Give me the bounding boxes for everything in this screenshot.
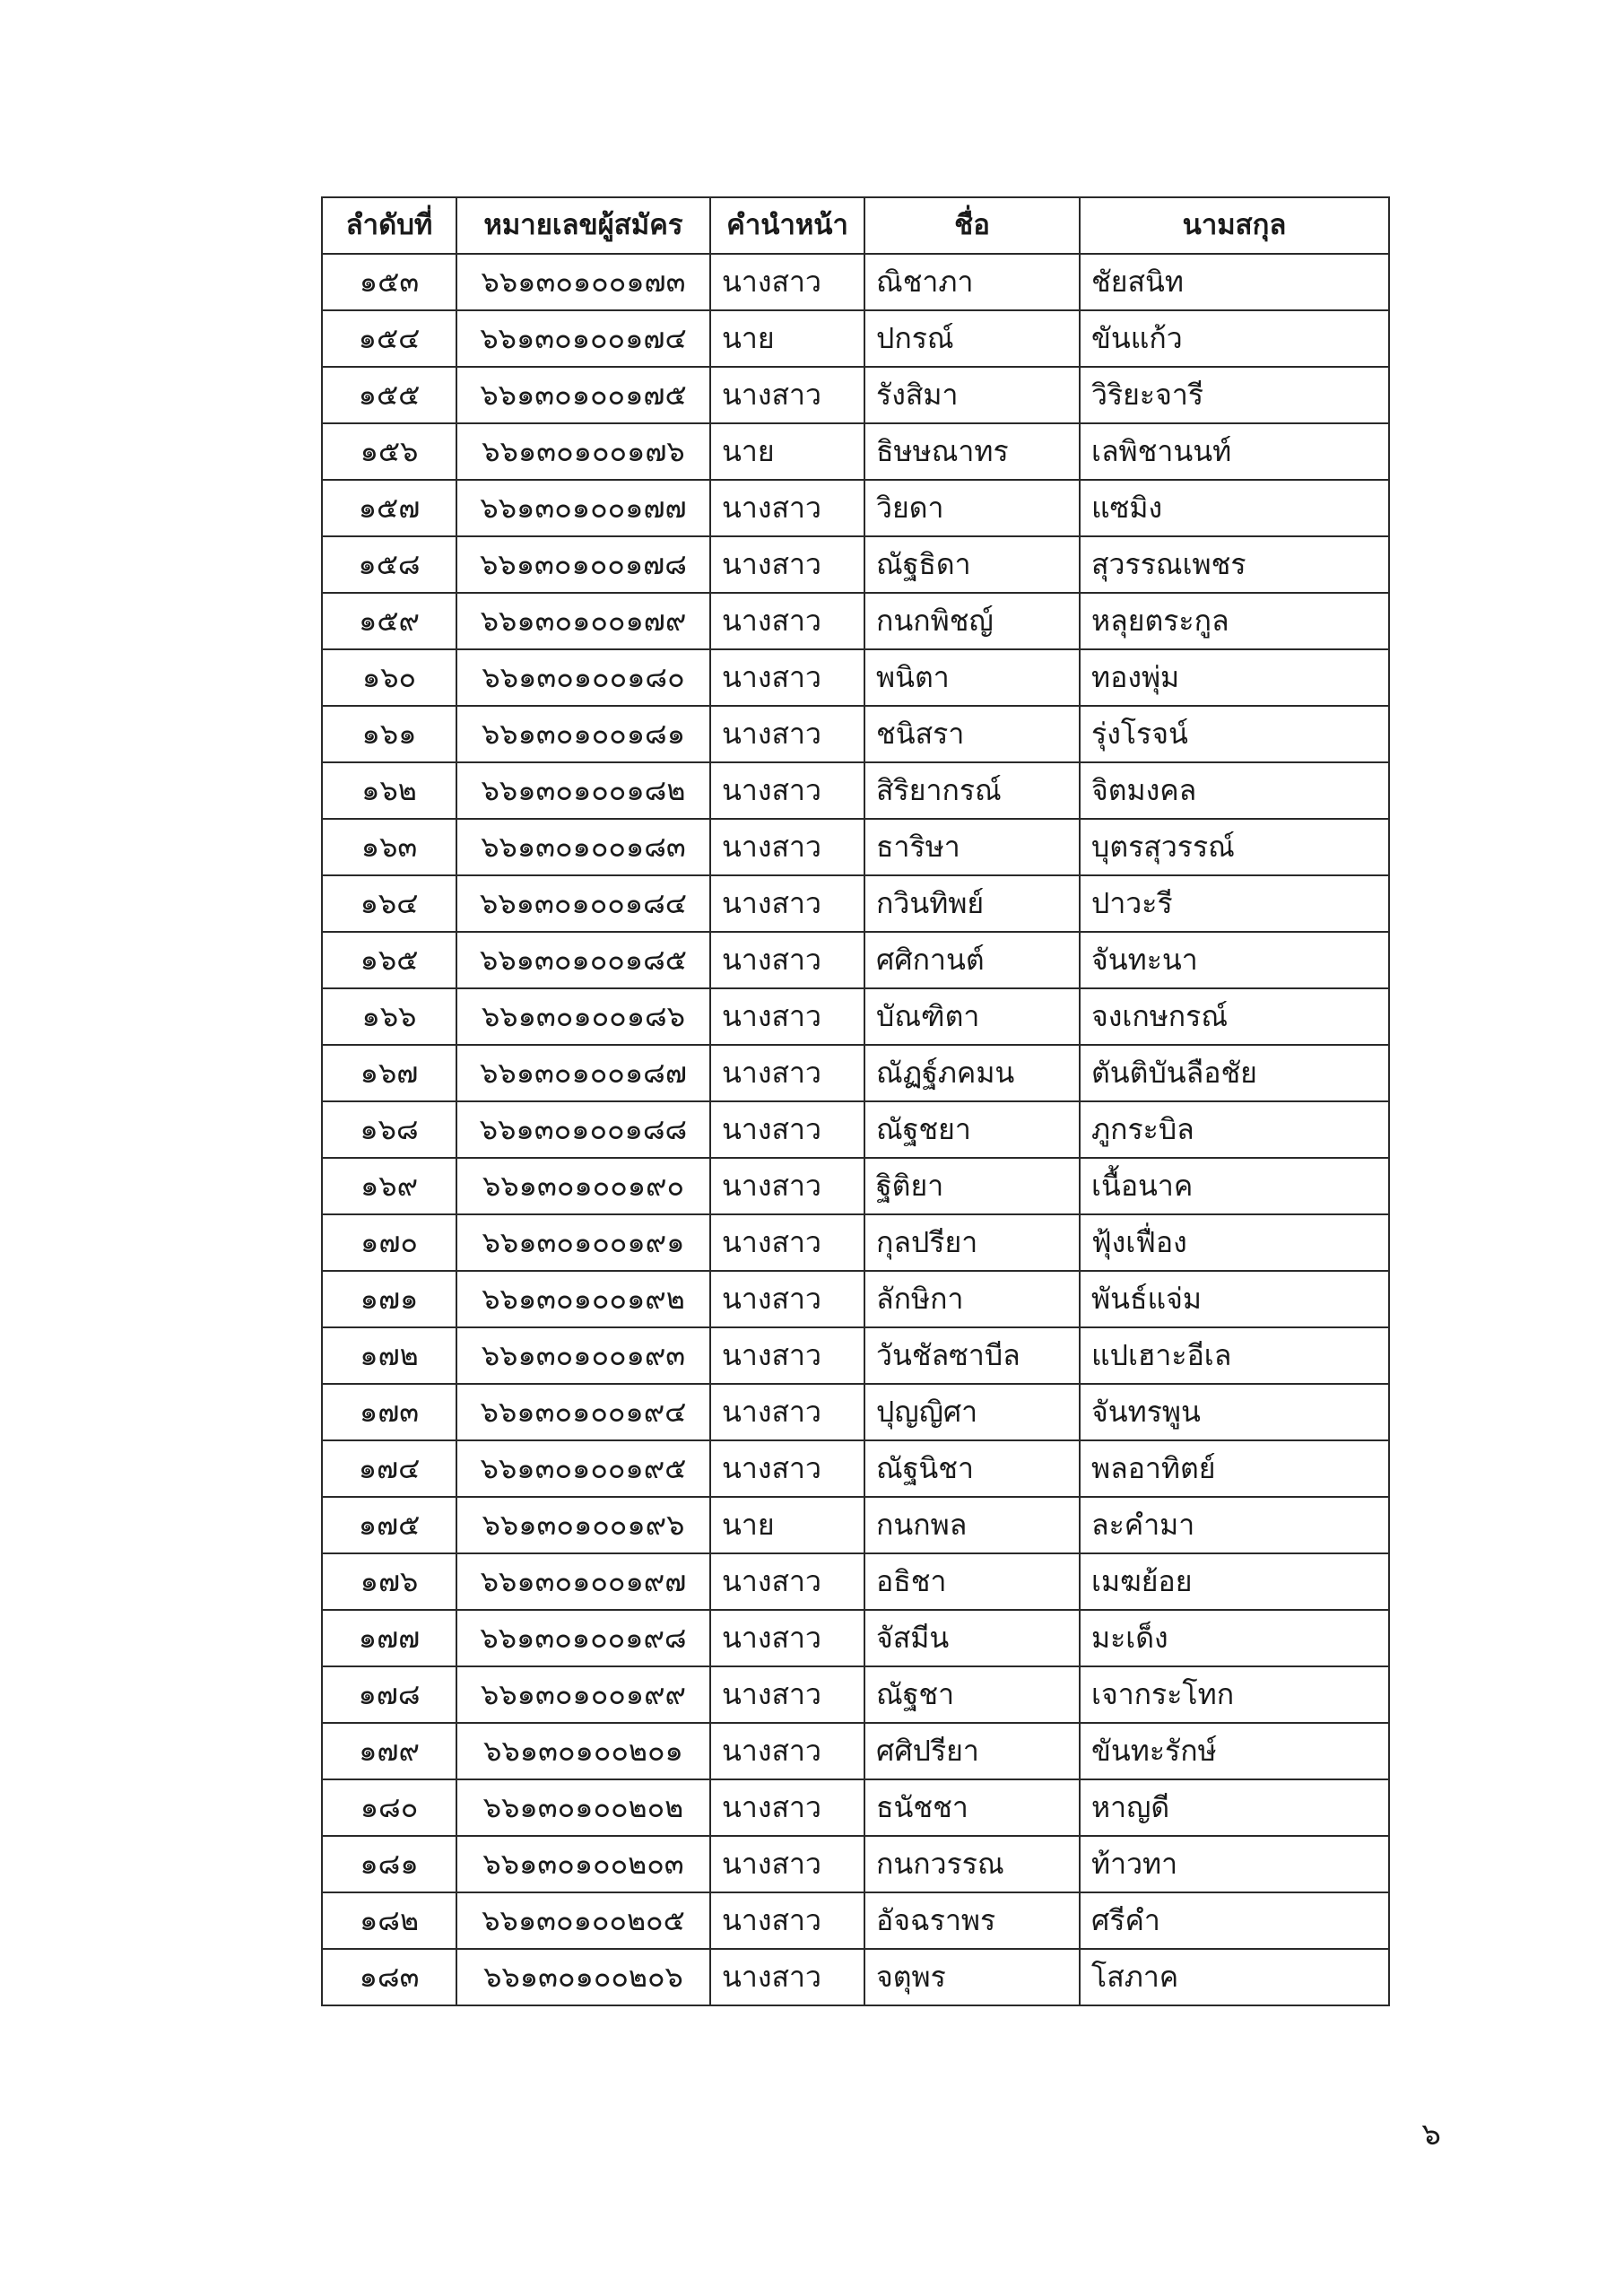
cell-last-name: บุตรสุวรรณ์ (1080, 819, 1389, 875)
table-row (322, 1610, 1389, 1666)
cell-title: นางสาว (710, 1553, 864, 1610)
cell-title: นาย (710, 310, 864, 367)
cell-applicant-id: ๖๖๑๓๐๑๐๐๑๙๗ (456, 1553, 710, 1610)
table-row (322, 1271, 1389, 1327)
cell-applicant-id: ๖๖๑๓๐๑๐๐๒๐๓ (456, 1836, 710, 1892)
cell-first-name: กนกวรรณ (864, 1836, 1080, 1892)
cell-applicant-id: ๖๖๑๓๐๑๐๐๑๙๙ (456, 1666, 710, 1723)
cell-order-number: ๑๕๘ (322, 536, 456, 593)
table-row (322, 875, 1389, 932)
cell-title: นางสาว (710, 1666, 864, 1723)
cell-order-number: ๑๖๖ (322, 988, 456, 1045)
cell-first-name: อธิชา (864, 1553, 1080, 1610)
cell-applicant-id: ๖๖๑๓๐๑๐๐๑๘๓ (456, 819, 710, 875)
cell-first-name: ณัฏฐ์ภคมน (864, 1045, 1080, 1101)
cell-title: นางสาว (710, 1892, 864, 1949)
table-row (322, 480, 1389, 536)
cell-title: นาย (710, 423, 864, 480)
cell-title: นางสาว (710, 932, 864, 988)
table-row (322, 988, 1389, 1045)
cell-order-number: ๑๖๒ (322, 762, 456, 819)
cell-title: นาย (710, 1497, 864, 1553)
cell-last-name: พันธ์แจ่ม (1080, 1271, 1389, 1327)
cell-title: นางสาว (710, 480, 864, 536)
cell-first-name: ปกรณ์ (864, 310, 1080, 367)
cell-first-name: วันชัลซาบีล (864, 1327, 1080, 1384)
cell-applicant-id: ๖๖๑๓๐๑๐๐๑๗๗ (456, 480, 710, 536)
cell-order-number: ๑๕๙ (322, 593, 456, 649)
table-header (322, 197, 1389, 254)
cell-order-number: ๑๖๘ (322, 1101, 456, 1158)
cell-order-number: ๑๕๗ (322, 480, 456, 536)
table-row (322, 1836, 1389, 1892)
cell-applicant-id: ๖๖๑๓๐๑๐๐๑๗๔ (456, 310, 710, 367)
cell-last-name: ชัยสนิท (1080, 254, 1389, 310)
cell-last-name: ขันทะรักษ์ (1080, 1723, 1389, 1779)
cell-title: นางสาว (710, 1610, 864, 1666)
cell-applicant-id: ๖๖๑๓๐๑๐๐๑๙๑ (456, 1214, 710, 1271)
cell-title: นางสาว (710, 875, 864, 932)
cell-order-number: ๑๗๐ (322, 1214, 456, 1271)
table-row (322, 423, 1389, 480)
cell-title: นางสาว (710, 1214, 864, 1271)
cell-order-number: ๑๗๗ (322, 1610, 456, 1666)
cell-last-name: สุวรรณเพชร (1080, 536, 1389, 593)
cell-last-name: จันทะนา (1080, 932, 1389, 988)
cell-first-name: จัสมีน (864, 1610, 1080, 1666)
table-row (322, 1158, 1389, 1214)
cell-order-number: ๑๕๔ (322, 310, 456, 367)
header-applicant-id: หมายเลขผู้สมัคร (456, 197, 710, 254)
table-row (322, 1440, 1389, 1497)
header-title: คำนำหน้า (710, 197, 864, 254)
cell-order-number: ๑๕๖ (322, 423, 456, 480)
cell-applicant-id: ๖๖๑๓๐๑๐๐๒๐๖ (456, 1949, 710, 2005)
cell-first-name: ธนัชชา (864, 1779, 1080, 1836)
cell-last-name: รุ่งโรจน์ (1080, 706, 1389, 762)
cell-title: นางสาว (710, 1779, 864, 1836)
table-row (322, 1045, 1389, 1101)
cell-order-number: ๑๘๐ (322, 1779, 456, 1836)
cell-applicant-id: ๖๖๑๓๐๑๐๐๒๐๒ (456, 1779, 710, 1836)
cell-applicant-id: ๖๖๑๓๐๑๐๐๑๘๗ (456, 1045, 710, 1101)
cell-applicant-id: ๖๖๑๓๐๑๐๐๑๙๘ (456, 1610, 710, 1666)
page-number: ๖ (1421, 2117, 1441, 2152)
cell-last-name: โสภาค (1080, 1949, 1389, 2005)
cell-applicant-id: ๖๖๑๓๐๑๐๐๑๙๓ (456, 1327, 710, 1384)
cell-applicant-id: ๖๖๑๓๐๑๐๐๑๘๑ (456, 706, 710, 762)
cell-title: นางสาว (710, 367, 864, 423)
table-row (322, 367, 1389, 423)
table-row (322, 1723, 1389, 1779)
cell-first-name: ณัฐธิดา (864, 536, 1080, 593)
cell-last-name: ปาวะรี (1080, 875, 1389, 932)
cell-last-name: จงเกษกรณ์ (1080, 988, 1389, 1045)
applicant-table-container (321, 196, 1388, 2006)
cell-first-name: ชนิสรา (864, 706, 1080, 762)
cell-last-name: พลอาทิตย์ (1080, 1440, 1389, 1497)
cell-last-name: หาญดี (1080, 1779, 1389, 1836)
cell-applicant-id: ๖๖๑๓๐๑๐๐๑๙๐ (456, 1158, 710, 1214)
header-row (322, 197, 1389, 254)
cell-last-name: แซมิง (1080, 480, 1389, 536)
cell-first-name: ณัฐชา (864, 1666, 1080, 1723)
table-row (322, 1214, 1389, 1271)
cell-last-name: เมฆย้อย (1080, 1553, 1389, 1610)
cell-first-name: ปุญญิศา (864, 1384, 1080, 1440)
cell-first-name: ศศิกานต์ (864, 932, 1080, 988)
cell-title: นางสาว (710, 1836, 864, 1892)
cell-first-name: สิริยากรณ์ (864, 762, 1080, 819)
cell-order-number: ๑๖๕ (322, 932, 456, 988)
header-order-number: ลำดับที่ (322, 197, 456, 254)
cell-last-name: ท้าวทา (1080, 1836, 1389, 1892)
cell-order-number: ๑๗๑ (322, 1271, 456, 1327)
cell-order-number: ๑๘๒ (322, 1892, 456, 1949)
cell-last-name: ทองพุ่ม (1080, 649, 1389, 706)
cell-order-number: ๑๖๔ (322, 875, 456, 932)
cell-order-number: ๑๕๓ (322, 254, 456, 310)
header-last-name: นามสกุล (1080, 197, 1389, 254)
cell-first-name: ณัฐนิชา (864, 1440, 1080, 1497)
table-row (322, 1497, 1389, 1553)
cell-order-number: ๑๖๓ (322, 819, 456, 875)
table-row (322, 593, 1389, 649)
cell-applicant-id: ๖๖๑๓๐๑๐๐๑๘๖ (456, 988, 710, 1045)
cell-first-name: ธิษษณาทร (864, 423, 1080, 480)
cell-title: นางสาว (710, 1271, 864, 1327)
table-row (322, 1553, 1389, 1610)
cell-applicant-id: ๖๖๑๓๐๑๐๐๑๘๕ (456, 932, 710, 988)
cell-first-name: ศศิปรียา (864, 1723, 1080, 1779)
cell-first-name: บัณฑิตา (864, 988, 1080, 1045)
cell-title: นางสาว (710, 762, 864, 819)
table-row (322, 1101, 1389, 1158)
table-row (322, 310, 1389, 367)
applicant-table (321, 196, 1390, 2006)
cell-order-number: ๑๖๙ (322, 1158, 456, 1214)
table-row (322, 1384, 1389, 1440)
cell-applicant-id: ๖๖๑๓๐๑๐๐๑๗๙ (456, 593, 710, 649)
cell-first-name: ลักษิกา (864, 1271, 1080, 1327)
cell-first-name: อัจฉราพร (864, 1892, 1080, 1949)
cell-first-name: กุลปรียา (864, 1214, 1080, 1271)
cell-first-name: กวินทิพย์ (864, 875, 1080, 932)
cell-applicant-id: ๖๖๑๓๐๑๐๐๑๗๓ (456, 254, 710, 310)
cell-order-number: ๑๖๑ (322, 706, 456, 762)
cell-last-name: ภูกระบิล (1080, 1101, 1389, 1158)
cell-title: นางสาว (710, 1101, 864, 1158)
cell-last-name: ศรีคำ (1080, 1892, 1389, 1949)
cell-last-name: จิตมงคล (1080, 762, 1389, 819)
cell-first-name: รังสิมา (864, 367, 1080, 423)
cell-last-name: ขันแก้ว (1080, 310, 1389, 367)
cell-last-name: ฟุ้งเฟื่อง (1080, 1214, 1389, 1271)
cell-first-name: ณัฐชยา (864, 1101, 1080, 1158)
cell-last-name: เลพิชานนท์ (1080, 423, 1389, 480)
cell-applicant-id: ๖๖๑๓๐๑๐๐๑๘๐ (456, 649, 710, 706)
cell-last-name: เนื้อนาค (1080, 1158, 1389, 1214)
cell-applicant-id: ๖๖๑๓๐๑๐๐๑๗๘ (456, 536, 710, 593)
cell-title: นางสาว (710, 1440, 864, 1497)
cell-order-number: ๑๗๔ (322, 1440, 456, 1497)
table-row (322, 706, 1389, 762)
cell-last-name: มะเด็ง (1080, 1610, 1389, 1666)
cell-title: นางสาว (710, 1723, 864, 1779)
cell-order-number: ๑๗๕ (322, 1497, 456, 1553)
table-row (322, 1779, 1389, 1836)
cell-applicant-id: ๖๖๑๓๐๑๐๐๒๐๑ (456, 1723, 710, 1779)
cell-order-number: ๑๖๗ (322, 1045, 456, 1101)
cell-order-number: ๑๖๐ (322, 649, 456, 706)
cell-first-name: กนกพิชญ์ (864, 593, 1080, 649)
cell-title: นางสาว (710, 819, 864, 875)
cell-first-name: จตุพร (864, 1949, 1080, 2005)
cell-first-name: ณิชาภา (864, 254, 1080, 310)
cell-first-name: พนิตา (864, 649, 1080, 706)
table-row (322, 932, 1389, 988)
cell-last-name: ละคำมา (1080, 1497, 1389, 1553)
cell-applicant-id: ๖๖๑๓๐๑๐๐๑๙๕ (456, 1440, 710, 1497)
cell-title: นางสาว (710, 536, 864, 593)
cell-first-name: ฐิติยา (864, 1158, 1080, 1214)
cell-order-number: ๑๕๕ (322, 367, 456, 423)
cell-title: นางสาว (710, 1158, 864, 1214)
header-first-name: ชื่อ (864, 197, 1080, 254)
cell-applicant-id: ๖๖๑๓๐๑๐๐๑๗๕ (456, 367, 710, 423)
table-row (322, 1949, 1389, 2005)
cell-order-number: ๑๗๒ (322, 1327, 456, 1384)
cell-order-number: ๑๗๖ (322, 1553, 456, 1610)
cell-order-number: ๑๗๙ (322, 1723, 456, 1779)
cell-last-name: จันทรพูน (1080, 1384, 1389, 1440)
table-row (322, 649, 1389, 706)
table-row (322, 536, 1389, 593)
table-row (322, 1892, 1389, 1949)
cell-last-name: ตันติบันลือชัย (1080, 1045, 1389, 1101)
cell-first-name: กนกพล (864, 1497, 1080, 1553)
cell-order-number: ๑๘๑ (322, 1836, 456, 1892)
cell-first-name: ธาริษา (864, 819, 1080, 875)
cell-order-number: ๑๗๓ (322, 1384, 456, 1440)
cell-title: นางสาว (710, 1384, 864, 1440)
cell-last-name: หลุยตระกูล (1080, 593, 1389, 649)
cell-title: นางสาว (710, 649, 864, 706)
cell-last-name: แปเฮาะอีเล (1080, 1327, 1389, 1384)
cell-first-name: วิยดา (864, 480, 1080, 536)
table-row (322, 1666, 1389, 1723)
cell-applicant-id: ๖๖๑๓๐๑๐๐๑๙๒ (456, 1271, 710, 1327)
cell-applicant-id: ๖๖๑๓๐๑๐๐๑๗๖ (456, 423, 710, 480)
cell-title: นางสาว (710, 706, 864, 762)
table-row (322, 1327, 1389, 1384)
cell-order-number: ๑๗๘ (322, 1666, 456, 1723)
table-body (322, 254, 1389, 2005)
cell-title: นางสาว (710, 1327, 864, 1384)
cell-applicant-id: ๖๖๑๓๐๑๐๐๑๘๘ (456, 1101, 710, 1158)
cell-title: นางสาว (710, 593, 864, 649)
cell-last-name: เจากระโทก (1080, 1666, 1389, 1723)
table-row (322, 819, 1389, 875)
cell-applicant-id: ๖๖๑๓๐๑๐๐๑๘๔ (456, 875, 710, 932)
cell-last-name: วิริยะจารี (1080, 367, 1389, 423)
cell-title: นางสาว (710, 1949, 864, 2005)
cell-title: นางสาว (710, 254, 864, 310)
table-row (322, 254, 1389, 310)
cell-applicant-id: ๖๖๑๓๐๑๐๐๒๐๕ (456, 1892, 710, 1949)
cell-applicant-id: ๖๖๑๓๐๑๐๐๑๘๒ (456, 762, 710, 819)
table-row (322, 762, 1389, 819)
cell-title: นางสาว (710, 988, 864, 1045)
cell-order-number: ๑๘๓ (322, 1949, 456, 2005)
cell-applicant-id: ๖๖๑๓๐๑๐๐๑๙๔ (456, 1384, 710, 1440)
cell-applicant-id: ๖๖๑๓๐๑๐๐๑๙๖ (456, 1497, 710, 1553)
cell-title: นางสาว (710, 1045, 864, 1101)
